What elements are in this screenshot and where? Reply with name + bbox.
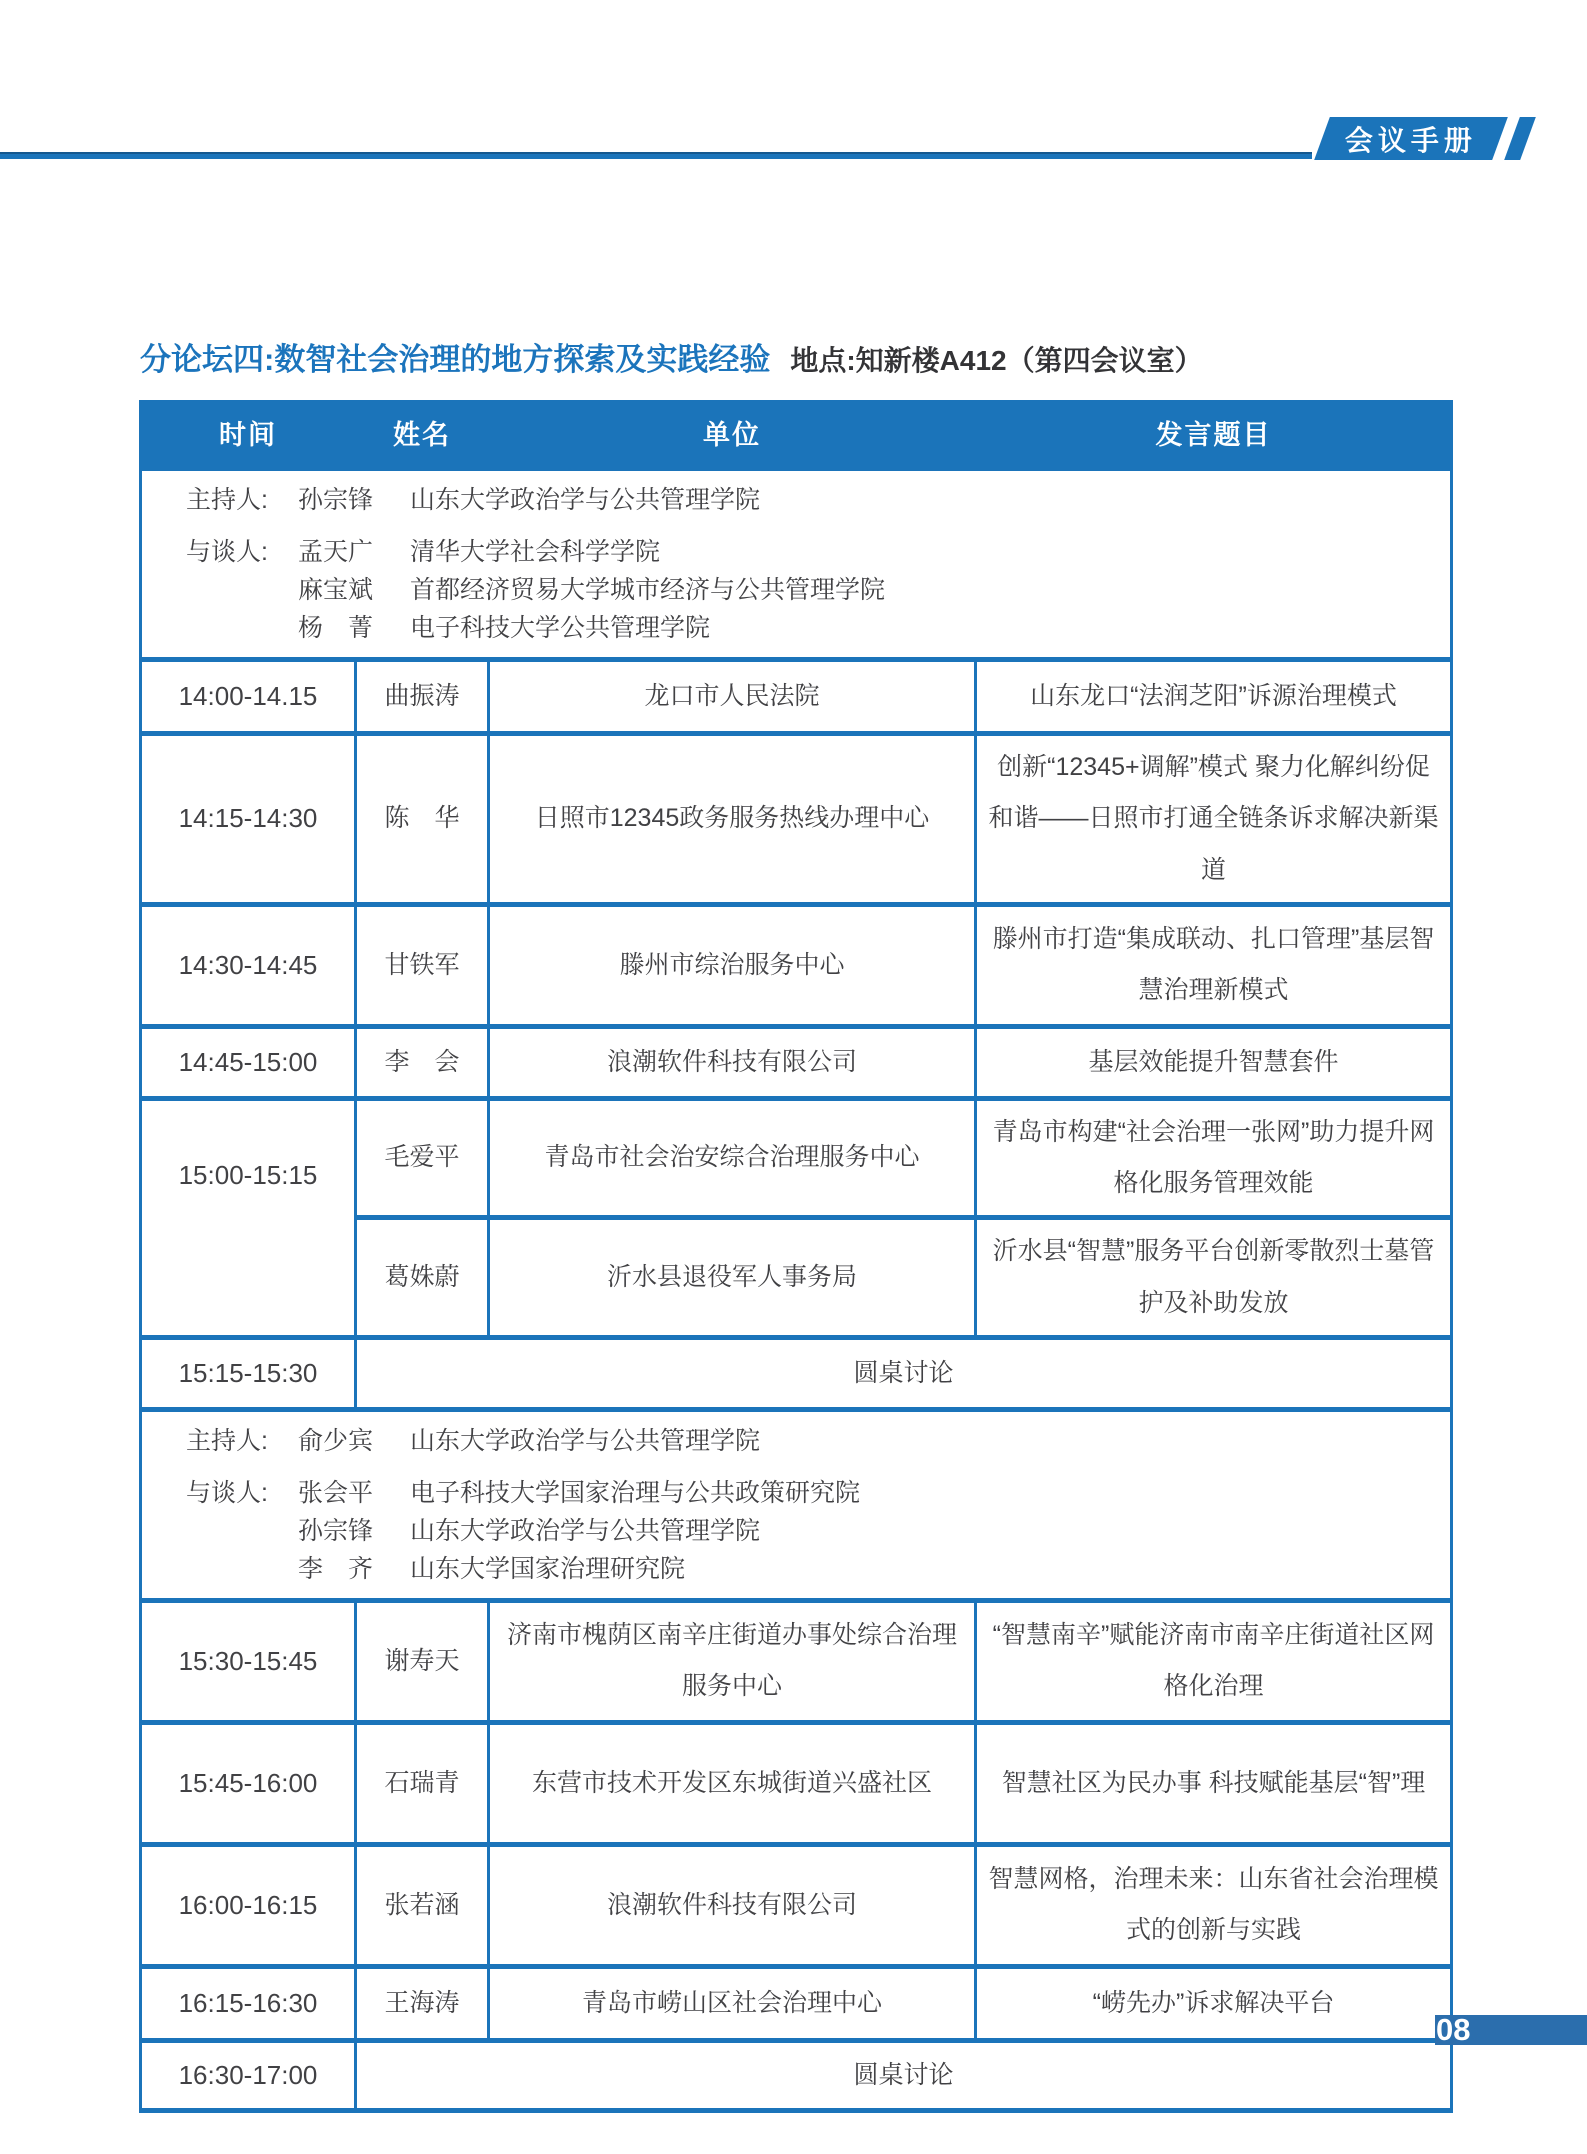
- topic-cell: 创新“12345+调解”模式 聚力化解纠纷促和谐——日照市打通全链条诉求解决新渠道: [976, 734, 1452, 905]
- host-name: 孙宗锋: [298, 486, 374, 514]
- table-row: [141, 1844, 1452, 1966]
- column-header-topic: 发言题目: [976, 403, 1452, 469]
- host-name: 俞少宾: [298, 1426, 374, 1455]
- intro-line: [186, 1422, 1436, 1460]
- topic-cell: “崂先办”诉求解决平台: [976, 1966, 1452, 2040]
- table-row: [141, 734, 1452, 905]
- org-cell: 日照市12345政务服务热线办理中心: [489, 734, 976, 905]
- session1-intro-cell: [141, 469, 1452, 660]
- name-cell: 谢寿天: [356, 1600, 489, 1722]
- topic-cell: 智慧社区为民办事 科技赋能基层“智”理: [976, 1722, 1452, 1844]
- time-cell: 16:15-16:30: [141, 1966, 356, 2040]
- name-cell: 陈 华: [356, 734, 489, 905]
- forum-title: 分论坛四:数智社会治理的地方探索及实践经验: [140, 342, 771, 377]
- table-row: [141, 1026, 1452, 1098]
- table-header-row: [141, 403, 1452, 469]
- discussant-affiliation: 清华大学社会科学学院: [410, 538, 661, 566]
- discussant-label: 与谈人:: [186, 1478, 268, 1507]
- intro-line: [186, 1550, 1436, 1588]
- org-cell: 龙口市人民法院: [489, 660, 976, 734]
- discussant-affiliation: 电子科技大学公共管理学院: [410, 614, 711, 642]
- org-cell: 济南市槐荫区南辛庄街道办事处综合治理服务中心: [489, 1600, 976, 1722]
- name-cell: 张若涵: [356, 1844, 489, 1966]
- column-header-name: 姓名: [356, 403, 489, 469]
- topic-cell: 山东龙口“法润芝阳”诉源治理模式: [976, 660, 1452, 734]
- name-cell: 甘铁军: [356, 904, 489, 1026]
- name-cell: 王海涛: [356, 1966, 489, 2040]
- org-cell: 浪潮软件科技有限公司: [489, 1026, 976, 1098]
- time-cell-merged: [141, 1098, 356, 1337]
- host-affiliation: 山东大学政治学与公共管理学院: [410, 1426, 761, 1455]
- column-header-org: 单位: [489, 403, 976, 469]
- table-row: [141, 660, 1452, 734]
- column-header-time: 时间: [141, 403, 356, 469]
- intro-line: [186, 1512, 1436, 1550]
- intro-line: [186, 533, 1436, 571]
- org-cell: 青岛市社会治安综合治理服务中心: [489, 1098, 976, 1218]
- discussant-name: 孟天广: [298, 538, 374, 566]
- roundtable-cell: 圆桌讨论: [356, 2040, 1452, 2110]
- name-cell: 葛姝蔚: [356, 1218, 489, 1338]
- table-row: [141, 1722, 1452, 1844]
- time-cell: 16:30-17:00: [141, 2040, 356, 2110]
- discussant-affiliation: 电子科技大学国家治理与公共政策研究院: [410, 1478, 861, 1507]
- topic-cell: 沂水县“智慧”服务平台创新零散烈士墓管护及补助发放: [976, 1218, 1452, 1338]
- discussant-name: 李 齐: [298, 1554, 374, 1583]
- discussant-name: 张会平: [298, 1478, 374, 1507]
- schedule-table: [139, 400, 1453, 2113]
- roundtable-cell: 圆桌讨论: [356, 1337, 1452, 1409]
- table-row: [141, 1966, 1452, 2040]
- handbook-badge-label: 会议手册: [1344, 124, 1477, 156]
- intro-line: [186, 571, 1436, 609]
- session2-intro-row: [141, 1409, 1452, 1600]
- name-cell: 曲振涛: [356, 660, 489, 734]
- name-cell: 毛爱平: [356, 1098, 489, 1218]
- intro-line: [186, 481, 1436, 519]
- intro-line: [186, 609, 1436, 647]
- forum-location: 地点:知新楼A412（第四会议室）: [790, 345, 1203, 376]
- time-text: 15:00-15:15: [178, 1160, 318, 1191]
- discussant-name: 杨 菁: [298, 614, 374, 642]
- host-label: 主持人:: [186, 1426, 268, 1455]
- time-cell: 15:30-15:45: [141, 1600, 356, 1722]
- org-cell: 青岛市崂山区社会治理中心: [489, 1966, 976, 2040]
- header-divider-rule: [0, 152, 1312, 159]
- session1-intro-row: [141, 469, 1452, 660]
- footer-page-bar: [1435, 2012, 1587, 2047]
- time-cell: 15:15-15:30: [141, 1337, 356, 1409]
- roundtable-row: [141, 2040, 1452, 2110]
- discussant-affiliation: 首都经济贸易大学城市经济与公共管理学院: [410, 576, 886, 604]
- org-cell: 东营市技术开发区东城街道兴盛社区: [489, 1722, 976, 1844]
- page-number: 08: [1436, 2012, 1471, 2047]
- org-cell: 滕州市综治服务中心: [489, 904, 976, 1026]
- org-cell: 浪潮软件科技有限公司: [489, 1844, 976, 1966]
- forum-title-row: [140, 334, 1500, 379]
- discussant-name: 麻宝斌: [298, 576, 374, 604]
- time-cell: 14:45-15:00: [141, 1026, 356, 1098]
- time-cell: 15:45-16:00: [141, 1722, 356, 1844]
- table-row: [141, 904, 1452, 1026]
- topic-cell: 青岛市构建“社会治理一张网”助力提升网格化服务管理效能: [976, 1098, 1452, 1218]
- host-label: 主持人:: [186, 486, 268, 514]
- time-cell: 14:15-14:30: [141, 734, 356, 905]
- time-cell: 14:00-14.15: [141, 660, 356, 734]
- time-cell: 14:30-14:45: [141, 904, 356, 1026]
- discussant-label: 与谈人:: [186, 538, 268, 566]
- topic-cell: “智慧南辛”赋能济南市南辛庄街道社区网格化治理: [976, 1600, 1452, 1722]
- topic-cell: 智慧网格，治理未来：山东省社会治理模式的创新与实践: [976, 1844, 1452, 1966]
- discussant-affiliation: 山东大学政治学与公共管理学院: [410, 1516, 761, 1545]
- intro-line: [186, 1474, 1436, 1512]
- time-cell: 16:00-16:15: [141, 1844, 356, 1966]
- topic-cell: 滕州市打造“集成联动、扎口管理”基层智慧治理新模式: [976, 904, 1452, 1026]
- host-affiliation: 山东大学政治学与公共管理学院: [410, 486, 761, 514]
- discussant-name: 孙宗锋: [298, 1516, 374, 1545]
- discussant-affiliation: 山东大学国家治理研究院: [410, 1554, 686, 1583]
- name-cell: 石瑞青: [356, 1722, 489, 1844]
- table-row: [141, 1098, 1452, 1218]
- handbook-badge: [1314, 117, 1508, 160]
- name-cell: 李 会: [356, 1026, 489, 1098]
- schedule-table-wrap: [139, 400, 1450, 2113]
- table-row: [141, 1600, 1452, 1722]
- org-cell: 沂水县退役军人事务局: [489, 1218, 976, 1338]
- handbook-badge-sliver: [1504, 117, 1536, 160]
- roundtable-row: [141, 1337, 1452, 1409]
- session2-intro-cell: [141, 1409, 1452, 1600]
- topic-cell: 基层效能提升智慧套件: [976, 1026, 1452, 1098]
